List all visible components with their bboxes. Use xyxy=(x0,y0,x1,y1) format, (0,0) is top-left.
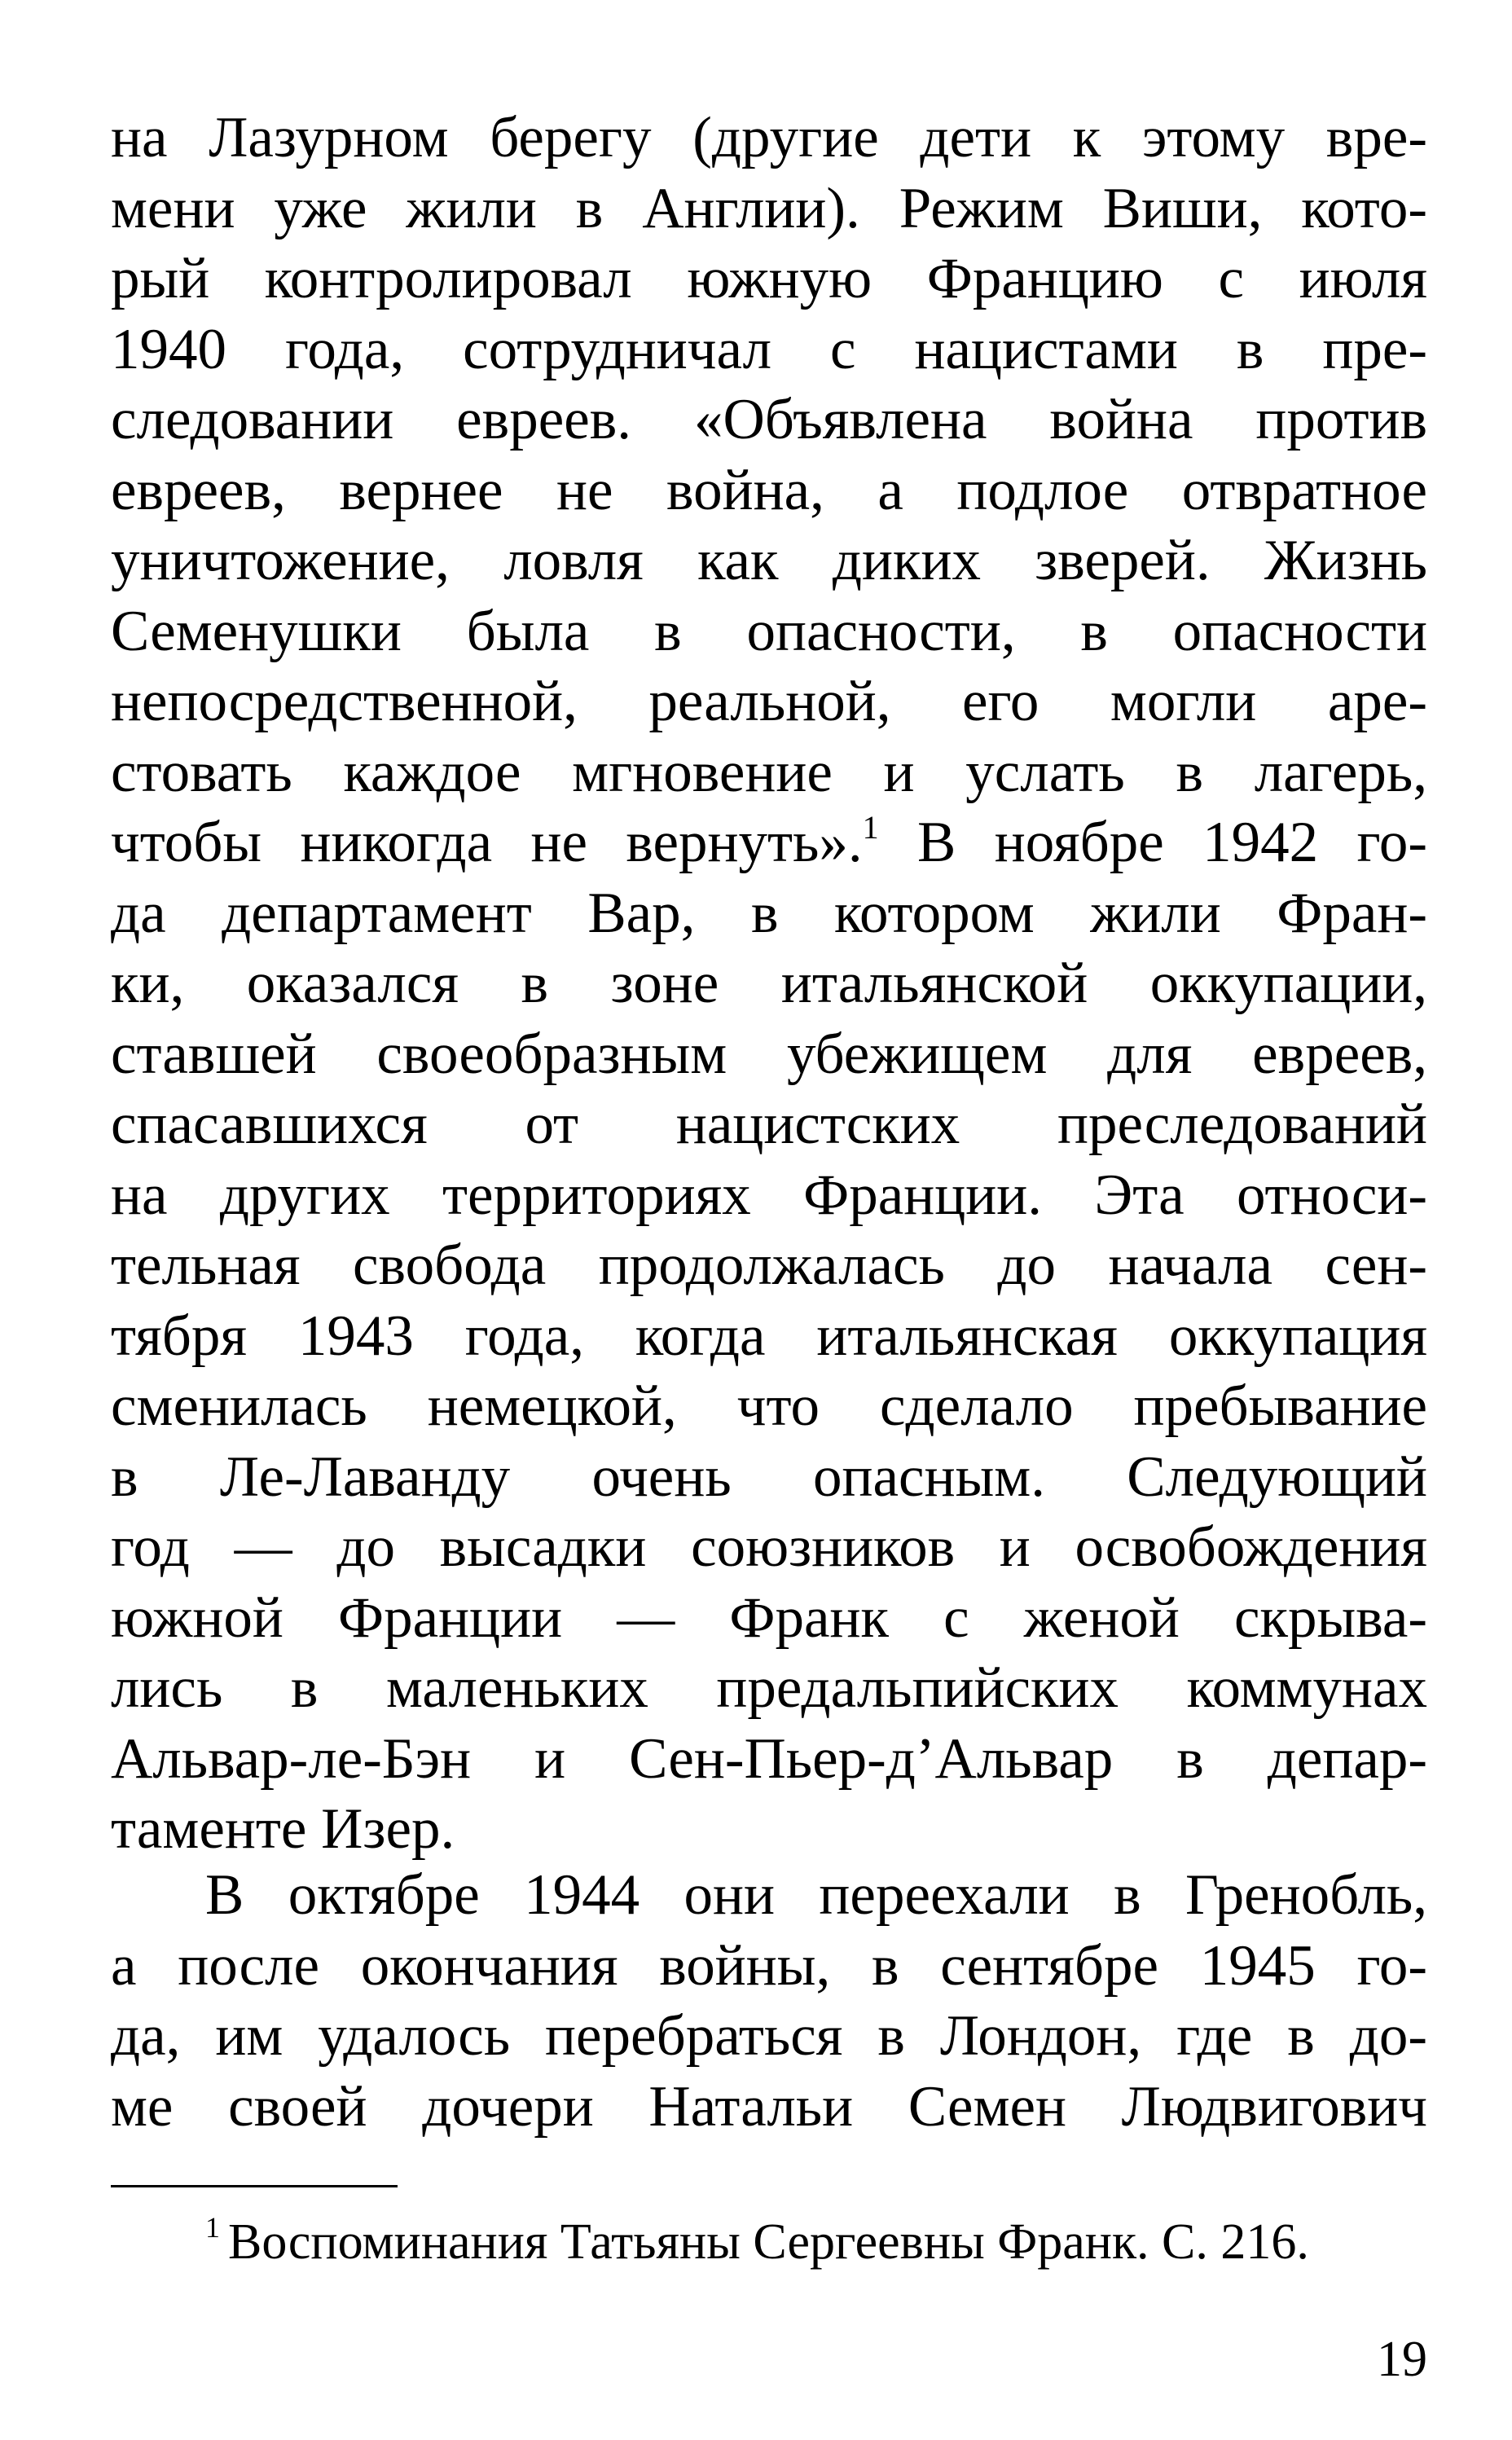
text-line: тября 1943 года, когда итальянская оккупация xyxy=(111,1304,1427,1368)
text-line: ставшей своеобразным убежищем для евреев, xyxy=(111,1022,1427,1086)
text-line: на других территориях Франции. Эта относи- xyxy=(111,1163,1427,1227)
text-line: рый контролировал южную Францию с июля xyxy=(111,247,1427,310)
text-line: а после окончания войны, в сентябре 1945 го- xyxy=(111,1933,1427,1998)
text-line: непосредственной, реальной, его могли аре- xyxy=(111,670,1427,733)
text-line: да департамент Вар, в котором жили Фран- xyxy=(111,881,1427,945)
footnote-divider xyxy=(111,2185,398,2187)
text-line: таменте Изер. xyxy=(111,1797,455,1861)
text-line: стовать каждое мгновение и услать в лагерь, xyxy=(111,740,1427,804)
text-line: Альвар-ле-Бэн и Сен-Пьер-д’Альвар в депар- xyxy=(111,1726,1427,1791)
text-fragment: чтобы никогда не вернуть». xyxy=(111,811,863,874)
text-line-with-footnote xyxy=(111,807,1427,878)
text-line: следовании евреев. «Объявлена война против xyxy=(111,388,1427,451)
text-line: тельная свобода продолжалась до начала сен- xyxy=(111,1233,1427,1297)
text-line: на Лазурном берегу (другие дети к этому вре- xyxy=(111,106,1427,169)
text-line: ме своей дочери Натальи Семен Людвигович xyxy=(111,2074,1427,2139)
text-fragment: В ноябре 1942 го- xyxy=(878,811,1427,874)
footnote-number: 1 xyxy=(205,2211,220,2244)
text-line: спасавшихся от нацистских преследований xyxy=(111,1093,1427,1156)
page-number: 19 xyxy=(1377,2332,1427,2387)
paragraph-1 xyxy=(111,103,1427,1865)
text-line: в Ле-Лаванду очень опасным. Следующий xyxy=(111,1444,1427,1509)
text-line: Семенушки была в опасности, в опасности xyxy=(111,599,1427,663)
text-line: евреев, вернее не война, а подлое отвратное xyxy=(111,458,1427,522)
paragraph-2 xyxy=(111,1860,1427,2142)
text-line: лись в маленьких предальпийских коммунах xyxy=(111,1656,1427,1720)
text-line: южной Франции — Франк с женой скрыва- xyxy=(111,1585,1427,1650)
text-line: ки, оказался в зоне итальянской оккупации, xyxy=(111,952,1427,1015)
text-line: В октябре 1944 они переехали в Гренобль, xyxy=(205,1863,1427,1927)
footnote-reference[interactable]: 1 xyxy=(862,809,879,846)
text-line: год — до высадки союзников и освобождения xyxy=(111,1515,1427,1579)
footnote-text: Воспоминания Татьяны Сергеевны Франк. С. 216. xyxy=(228,2214,1309,2270)
text-line: уничтожение, ловля как диких зверей. Жизнь xyxy=(111,529,1427,592)
text-line: да, им удалось перебраться в Лондон, где в до- xyxy=(111,2004,1427,2068)
text-line: мени уже жили в Англии). Режим Виши, кото- xyxy=(111,176,1427,240)
text-line: 1940 года, сотрудничал с нацистами в пре- xyxy=(111,317,1427,381)
text-line: сменилась немецкой, что сделало пребывание xyxy=(111,1374,1427,1438)
footnote xyxy=(205,2209,1427,2275)
